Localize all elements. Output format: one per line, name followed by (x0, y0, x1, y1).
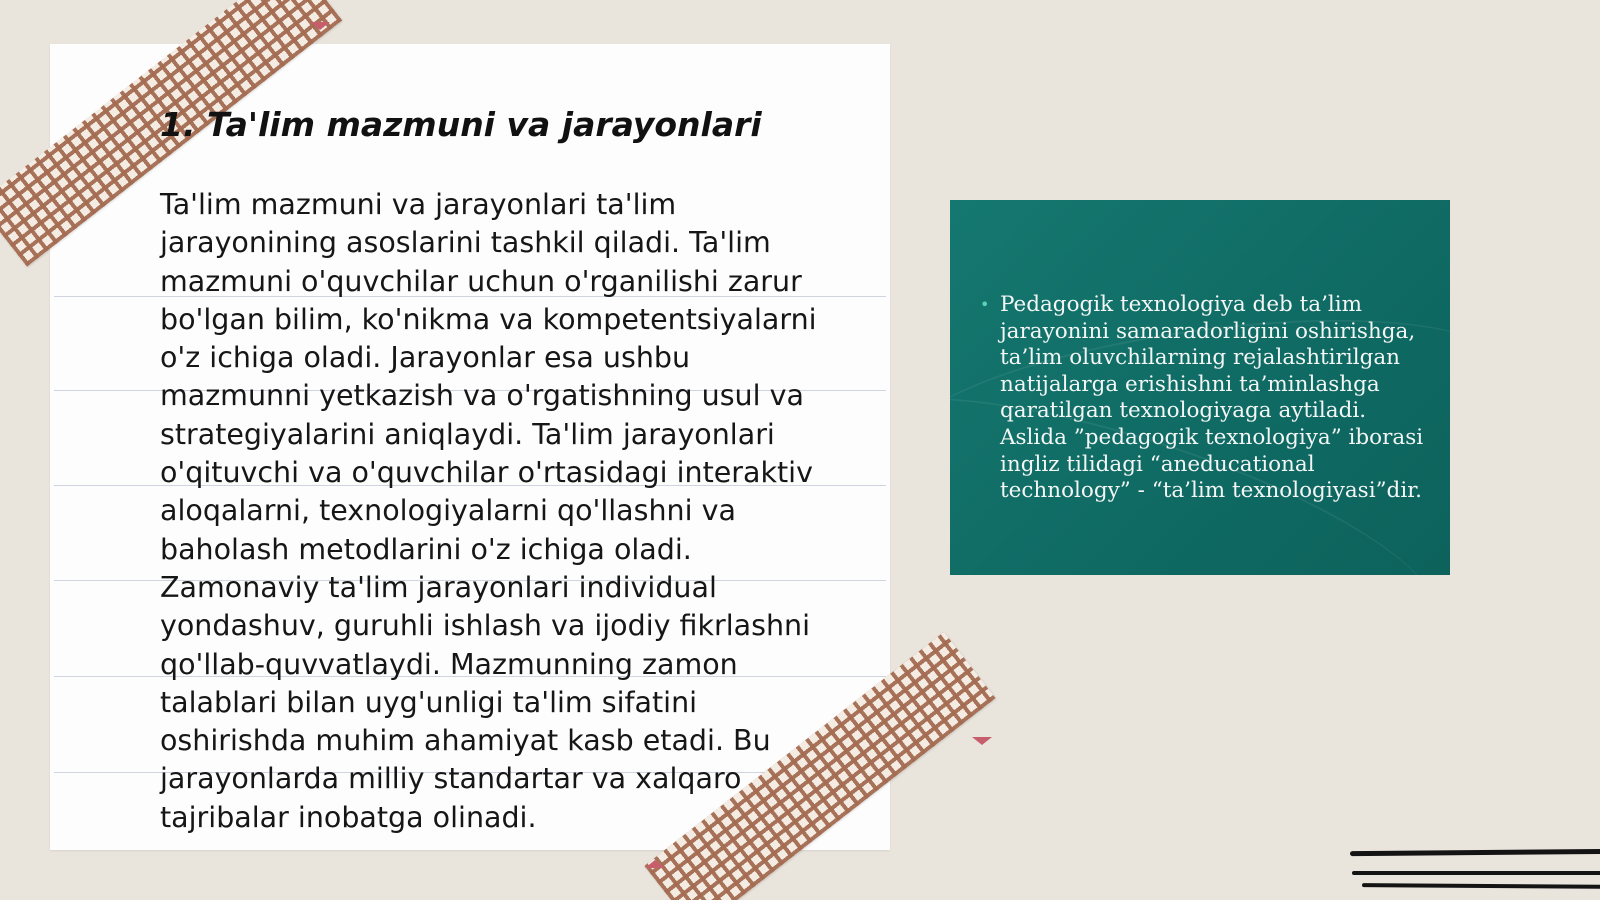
bullet-dot-icon: • (980, 295, 990, 314)
brush-stroke-decoration (1352, 871, 1600, 875)
definition-card (950, 200, 1450, 575)
brush-stroke-decoration (1362, 883, 1600, 889)
card-bullet-text: Pedagogik texnologiya deb ta’lim jarayonini samaradorligini oshirishga, ta’lim oluvchilarning rejalashtirilgan natijalarga erishishni ta’minlashga qaratilgan texnologiyaga aytiladi. Aslida ”pedagogik texnologiya” iborasi ingliz tilidagi “aneducational technology” - “ta’lim texnologiyasi”dir. (1000, 292, 1424, 504)
brush-stroke-decoration (1350, 849, 1600, 856)
tape-tip-decoration (972, 737, 992, 745)
slide-body-text: Ta'lim mazmuni va jarayonlari ta'lim jarayonining asoslarini tashkil qiladi. Ta'lim mazmuni o'quvchilar uchun o'rganilishi zarur bo'lgan bilim, ko'nikma va kompetentsiyalarni o'z ichiga oladi. Jarayonlar esa ushbu mazmunni yetkazish va o'rgatishning usul va strategiyalarini aniqlaydi. Ta'lim jarayonlari o'qituvchi va o'quvchilar o'rtasidagi interaktiv aloqalarni, texnologiyalarni qo'llashni va baholash metodlarini o'z ichiga oladi. Zamonaviy ta'lim jarayonlari individual yondashuv, guruhli ishlash va ijodiy fikrlashni qo'llab-quvvatlaydi. Mazmunning zamon talablari bilan uyg'unligi ta'lim sifatini oshirishda muhim ahamiyat kasb etadi. Bu jarayonlarda milliy standartar va xalqaro tajribalar inobatga olinadi. (160, 188, 817, 834)
card-bullet-item (980, 292, 1430, 505)
tape-tip-decoration (310, 22, 330, 30)
card-bullet-list (980, 292, 1430, 505)
slide-title: 1. Ta'lim mazmuni va jarayonlari (160, 105, 762, 144)
tape-tip-decoration (645, 860, 665, 868)
